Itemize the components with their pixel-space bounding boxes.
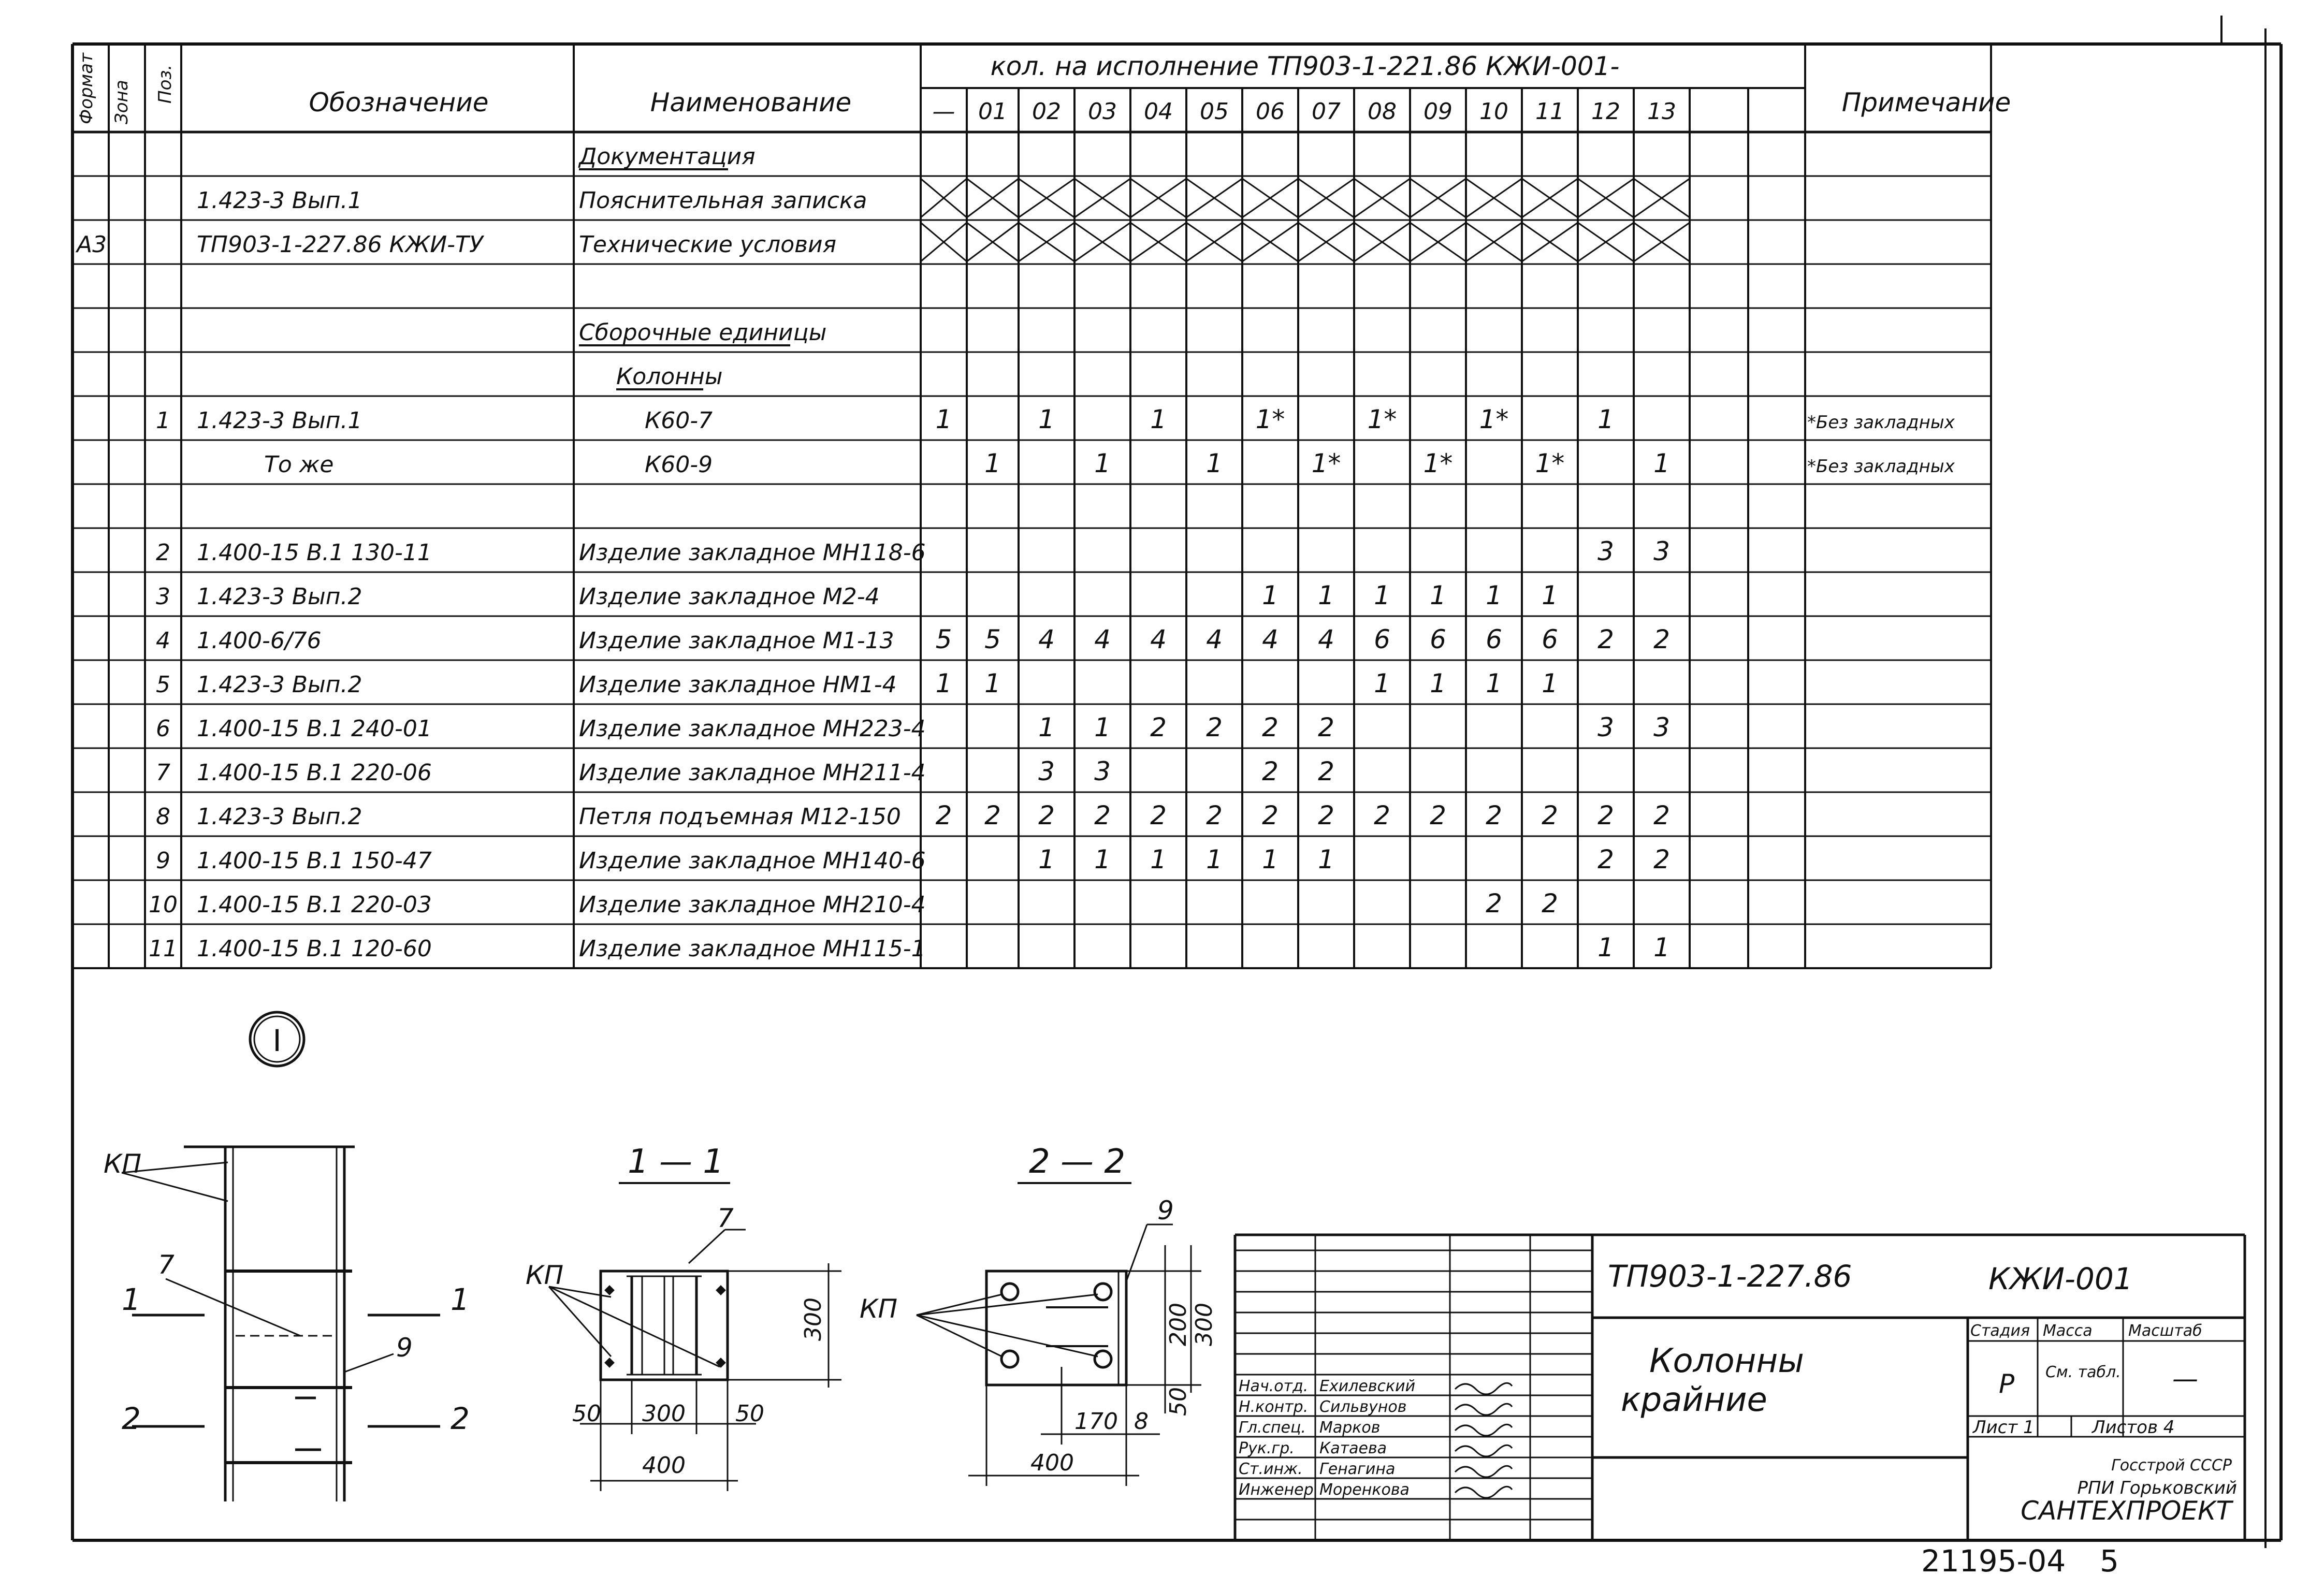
row-qty: 6 (1374, 624, 1390, 654)
header-format: Формат (76, 53, 97, 124)
row-designation: 1.400-6/76 (197, 628, 322, 654)
row-qty: 1 (1038, 844, 1055, 874)
section-1-kp-leader-3 (549, 1287, 720, 1367)
section-1-kp-label: КП (526, 1260, 564, 1290)
spec-row (156, 580, 1558, 610)
spec-row (156, 404, 1955, 434)
section-1-dim-w3: 50 (735, 1401, 764, 1427)
spec-row (156, 536, 1670, 566)
row-qty: 1 (935, 668, 952, 698)
title-org-2: РПИ Горьковский (2077, 1478, 2237, 1498)
row-name: Изделие закладное МН211-4 (579, 760, 926, 786)
row-qty: 1 (1597, 404, 1614, 434)
row-qty: 1 (935, 404, 952, 434)
section-2-bolt (1095, 1351, 1111, 1367)
pos7-label-elevation: 7 (158, 1250, 175, 1280)
row-qty: 1* (1255, 404, 1285, 434)
row-qty: 1 (1206, 844, 1223, 874)
row-qty: 2 (1318, 712, 1334, 742)
signer-name: Ехилевский (1319, 1377, 1416, 1395)
row-designation: 1.423-3 Вып.1 (197, 187, 362, 214)
header-designation: Обозначение (309, 87, 489, 118)
spec-row (579, 319, 826, 346)
section-2-pos9-label: 9 (1157, 1195, 1174, 1226)
signer-role: Рук.гр. (1239, 1439, 1295, 1457)
section-2-pos9-leader (1126, 1224, 1147, 1281)
row-qty: 1 (1262, 844, 1279, 874)
title-scale-label: Масштаб (2128, 1322, 2202, 1340)
variant-label: 12 (1591, 98, 1620, 125)
row-qty: 1* (1367, 404, 1397, 434)
row-qty: 3 (1653, 712, 1670, 742)
section-1-title: 1 — 1 (627, 1143, 724, 1181)
section-2-dim-b: 50 (1165, 1387, 1192, 1416)
pos9-leader (344, 1354, 394, 1372)
variant-label: 04 (1144, 98, 1173, 125)
section-2-kp-leader-1 (917, 1294, 1002, 1315)
row-qty: 6 (1542, 624, 1558, 654)
section-2-dim-total: 400 (1030, 1450, 1074, 1476)
section-1-right-label: 1 (451, 1282, 470, 1317)
row-name: Документация (579, 143, 756, 170)
row-qty: 4 (1094, 624, 1111, 654)
section-2-dim-h1: 200 (1165, 1303, 1192, 1346)
row-name: К60-7 (645, 407, 713, 434)
section-1-dim-height-value: 300 (800, 1297, 826, 1341)
row-qty: 1 (1542, 668, 1558, 698)
row-name: Технические условия (579, 231, 837, 258)
row-qty: 2 (984, 800, 1001, 830)
row-qty: 1* (1423, 448, 1453, 478)
row-name: Изделие закладное НМ1-4 (579, 672, 897, 698)
spec-row (156, 844, 1670, 874)
row-qty: 1 (1374, 580, 1390, 610)
variant-header-row (933, 98, 1677, 125)
row-qty: 5 (984, 624, 1001, 654)
spec-row (616, 363, 722, 390)
title-stage-label: Стадия (1970, 1322, 2030, 1340)
row-qty: 1 (1038, 712, 1055, 742)
signature (1455, 1466, 1512, 1477)
section-2-bolt (1095, 1283, 1111, 1300)
row-qty: 1 (1486, 668, 1502, 698)
spec-row (156, 756, 1334, 786)
title-mass-label: Масса (2043, 1322, 2093, 1340)
row-name: Изделие закладное МН210-4 (579, 892, 926, 918)
row-qty: 1 (984, 668, 1001, 698)
row-qty: 1 (1318, 844, 1334, 874)
section-2-drawing (917, 1183, 1201, 1486)
row-pos: 4 (156, 628, 170, 654)
row-format: А3 (77, 231, 107, 258)
spec-row (149, 932, 1670, 962)
row-qty: 1 (1486, 580, 1502, 610)
section-1-drawing (549, 1183, 841, 1491)
row-qty: 3 (1653, 536, 1670, 566)
row-qty: 1 (1374, 668, 1390, 698)
row-pos: 1 (156, 407, 170, 434)
row-designation: То же (264, 451, 334, 478)
column-elevation (122, 1147, 440, 1501)
row-name: К60-9 (645, 451, 713, 478)
variant-label: 06 (1256, 98, 1285, 125)
section-2-kp-leader-3 (917, 1294, 1098, 1315)
spec-table-rows (75, 143, 1955, 962)
row-designation: 1.423-3 Вып.2 (197, 804, 362, 830)
title-org-1: Госстрой СССР (2111, 1456, 2232, 1475)
header-name: Наименование (650, 87, 852, 118)
row-qty: 5 (935, 624, 952, 654)
row-qty: 2 (1542, 800, 1558, 830)
signer-role: Гл.спец. (1239, 1419, 1306, 1437)
variant-label: 07 (1312, 98, 1341, 125)
header-qty-title: кол. на исполнение ТП903-1-221.86 КЖИ-001- (990, 51, 1620, 81)
variant-label: 08 (1368, 98, 1397, 125)
row-designation: 1.423-3 Вып.1 (197, 407, 362, 434)
signer-role: Нач.отд. (1239, 1377, 1309, 1395)
row-qty: 1 (1262, 580, 1279, 610)
row-qty: 2 (1653, 800, 1670, 830)
title-mass: См. табл. (2045, 1363, 2121, 1381)
section-1-marker (604, 1358, 615, 1368)
row-name: Пояснительная записка (579, 187, 867, 214)
signer-role: Н.контр. (1239, 1398, 1309, 1416)
section-1-dim-w2: 300 (642, 1401, 686, 1427)
row-qty: 1 (1206, 448, 1223, 478)
row-qty: 1 (1653, 932, 1670, 962)
spec-row (156, 712, 1670, 742)
signer-role: Ст.инж. (1239, 1460, 1303, 1478)
spec-row (156, 668, 1558, 698)
kp-label-elevation: КП (104, 1149, 142, 1179)
row-designation: 1.400-15 В.1 220-06 (197, 760, 432, 786)
spec-row (156, 800, 1670, 830)
section-2-bolt (1001, 1283, 1018, 1300)
row-designation: ТП903-1-227.86 КЖИ-ТУ (197, 231, 483, 258)
spec-row (264, 448, 1955, 478)
variant-label: 11 (1535, 98, 1564, 125)
row-qty: 2 (1486, 800, 1502, 830)
variant-label: — (932, 98, 955, 125)
row-pos: 5 (156, 672, 170, 698)
row-qty: 2 (1206, 800, 1223, 830)
row-note: *Без закладных (1807, 456, 1955, 477)
spec-row (578, 143, 756, 170)
row-qty: 4 (1206, 624, 1223, 654)
row-qty: 1* (1479, 404, 1509, 434)
row-qty: 1* (1311, 448, 1341, 478)
view-marker-label: I (272, 1023, 282, 1058)
page-number: 5 (2100, 1543, 2119, 1579)
spec-row (197, 187, 867, 214)
row-pos: 7 (156, 760, 170, 786)
archive-number: 21195-04 (1921, 1543, 2066, 1579)
row-qty: 3 (1597, 712, 1614, 742)
row-pos: 3 (156, 584, 170, 610)
row-pos: 2 (156, 539, 170, 566)
row-designation: 1.400-15 В.1 220-03 (197, 892, 432, 918)
row-qty: 2 (1318, 800, 1334, 830)
signer-name: Катаева (1319, 1439, 1387, 1457)
row-qty: 1 (1038, 404, 1055, 434)
section-2-dim-w: 170 (1074, 1408, 1118, 1435)
section-1-left-label: 1 (122, 1282, 141, 1317)
section-1-marker (716, 1285, 726, 1295)
section-1-marker (604, 1285, 615, 1295)
variant-label: 01 (978, 98, 1007, 125)
variant-label: 09 (1424, 98, 1452, 125)
title-scale: — (2172, 1364, 2198, 1394)
variant-label: 05 (1200, 98, 1229, 125)
signer-role: Инженер (1239, 1481, 1314, 1499)
section-2-title: 2 — 2 (1028, 1143, 1126, 1181)
variant-label: 13 (1647, 98, 1676, 125)
section-2-bolt (1001, 1351, 1018, 1367)
row-qty: 4 (1150, 624, 1167, 654)
row-qty: 4 (1318, 624, 1334, 654)
signer-name: Генагина (1319, 1460, 1396, 1478)
signer-name: Марков (1319, 1419, 1381, 1437)
row-qty: 2 (1486, 888, 1502, 918)
signature (1455, 1486, 1512, 1498)
row-name: Изделие закладное МН140-6 (579, 848, 926, 874)
pos9-label-elevation: 9 (396, 1333, 413, 1363)
row-name: Петля подъемная М12-150 (579, 804, 901, 830)
row-qty: 4 (1038, 624, 1055, 654)
row-qty: 2 (1597, 800, 1614, 830)
variant-label: 02 (1032, 98, 1061, 125)
row-qty: 2 (1150, 712, 1167, 742)
row-pos: 11 (149, 936, 178, 962)
row-qty: 2 (1150, 800, 1167, 830)
title-stage: Р (1999, 1369, 2015, 1399)
row-qty: 3 (1094, 756, 1111, 786)
title-org-3: САНТЕХПРОЕКТ (2021, 1496, 2232, 1526)
spec-row (156, 624, 1670, 654)
signature (1455, 1424, 1512, 1436)
row-note: *Без закладных (1807, 412, 1955, 433)
row-qty: 2 (1597, 624, 1614, 654)
title-sheets: Листов 4 (2092, 1417, 2175, 1438)
row-qty: 1 (1430, 668, 1446, 698)
row-designation: 1.400-15 В.1 240-01 (197, 716, 432, 742)
section-1-dim-w1: 50 (572, 1401, 601, 1427)
row-pos: 10 (149, 892, 178, 918)
row-qty: 2 (1318, 756, 1334, 786)
row-qty: 1 (1597, 932, 1614, 962)
row-qty: 2 (1542, 888, 1558, 918)
row-designation: 1.423-3 Вып.2 (197, 672, 362, 698)
title-sheet: Лист 1 (1973, 1417, 2035, 1438)
title-line-1: Колонны (1649, 1342, 1804, 1380)
signature (1455, 1383, 1512, 1394)
row-qty: 2 (1430, 800, 1446, 830)
section-2-kp-leader-2 (917, 1315, 1002, 1356)
title-doc-code: ТП903-1-227.86 (1608, 1259, 1852, 1294)
row-name: Изделие закладное М2-4 (579, 584, 880, 610)
variant-label: 10 (1479, 98, 1508, 125)
section-2-left-label: 2 (122, 1401, 141, 1436)
header-pos: Поз. (155, 64, 176, 104)
row-qty: 1 (1542, 580, 1558, 610)
row-qty: 2 (1262, 756, 1279, 786)
row-qty: 1 (1094, 448, 1111, 478)
row-designation: 1.423-3 Вып.2 (197, 584, 362, 610)
spec-row (75, 231, 836, 258)
row-qty: 1 (984, 448, 1001, 478)
row-qty: 1 (1653, 448, 1670, 478)
row-name: Изделие закладное МН223-4 (579, 716, 926, 742)
row-name: Изделие закладное М1-13 (579, 628, 894, 654)
row-qty: 1 (1150, 404, 1167, 434)
row-qty: 2 (1262, 712, 1279, 742)
title-sheet-code: КЖИ-001 (1988, 1261, 2133, 1296)
header-zone: Зона (111, 80, 132, 124)
row-qty: 2 (1653, 624, 1670, 654)
row-qty: 2 (1262, 800, 1279, 830)
row-qty: 1 (1094, 844, 1111, 874)
row-qty: 2 (1374, 800, 1390, 830)
row-qty: 3 (1597, 536, 1614, 566)
row-pos: 8 (156, 804, 170, 830)
row-name: Колонны (616, 363, 723, 390)
row-pos: 6 (156, 716, 170, 742)
row-name: Изделие закладное МН115-1 (579, 936, 926, 962)
variant-label: 03 (1088, 98, 1117, 125)
row-qty: 1 (1094, 712, 1111, 742)
section-2-dim-gap: 8 (1134, 1408, 1149, 1435)
section-1-pos7-label: 7 (717, 1203, 734, 1233)
spec-row (149, 888, 1558, 918)
row-name: Изделие закладное МН118-6 (579, 539, 926, 566)
row-qty: 2 (1094, 800, 1111, 830)
section-2-dim-h2: 300 (1191, 1303, 1217, 1346)
row-name: Сборочные единицы (579, 319, 827, 346)
row-qty: 1 (1430, 580, 1446, 610)
row-designation: 1.400-15 В.1 120-60 (197, 936, 432, 962)
section-1-dim-total: 400 (642, 1452, 686, 1479)
header-note: Примечание (1841, 87, 2011, 118)
view-marker (250, 1012, 304, 1066)
signer-name: Сильвунов (1319, 1398, 1407, 1416)
row-qty: 6 (1430, 624, 1446, 654)
signature (1455, 1445, 1512, 1456)
row-qty: 6 (1486, 624, 1502, 654)
section-2-right-label: 2 (451, 1401, 470, 1436)
row-qty: 1 (1318, 580, 1334, 610)
section-2-kp-label: КП (860, 1294, 898, 1324)
row-qty: 2 (1206, 712, 1223, 742)
row-qty: 4 (1262, 624, 1279, 654)
row-qty: 2 (1038, 800, 1055, 830)
title-line-2: крайние (1621, 1381, 1767, 1419)
row-designation: 1.400-15 В.1 150-47 (197, 848, 432, 874)
signature (1455, 1404, 1512, 1415)
signer-name: Моренкова (1319, 1481, 1410, 1499)
row-qty: 1* (1535, 448, 1565, 478)
row-qty: 2 (935, 800, 952, 830)
section-1-pos7-leader (689, 1230, 725, 1263)
row-qty: 1 (1150, 844, 1167, 874)
row-qty: 2 (1597, 844, 1614, 874)
row-designation: 1.400-15 В.1 130-11 (197, 539, 432, 566)
row-pos: 9 (156, 848, 170, 874)
row-qty: 2 (1653, 844, 1670, 874)
row-qty: 3 (1038, 756, 1055, 786)
